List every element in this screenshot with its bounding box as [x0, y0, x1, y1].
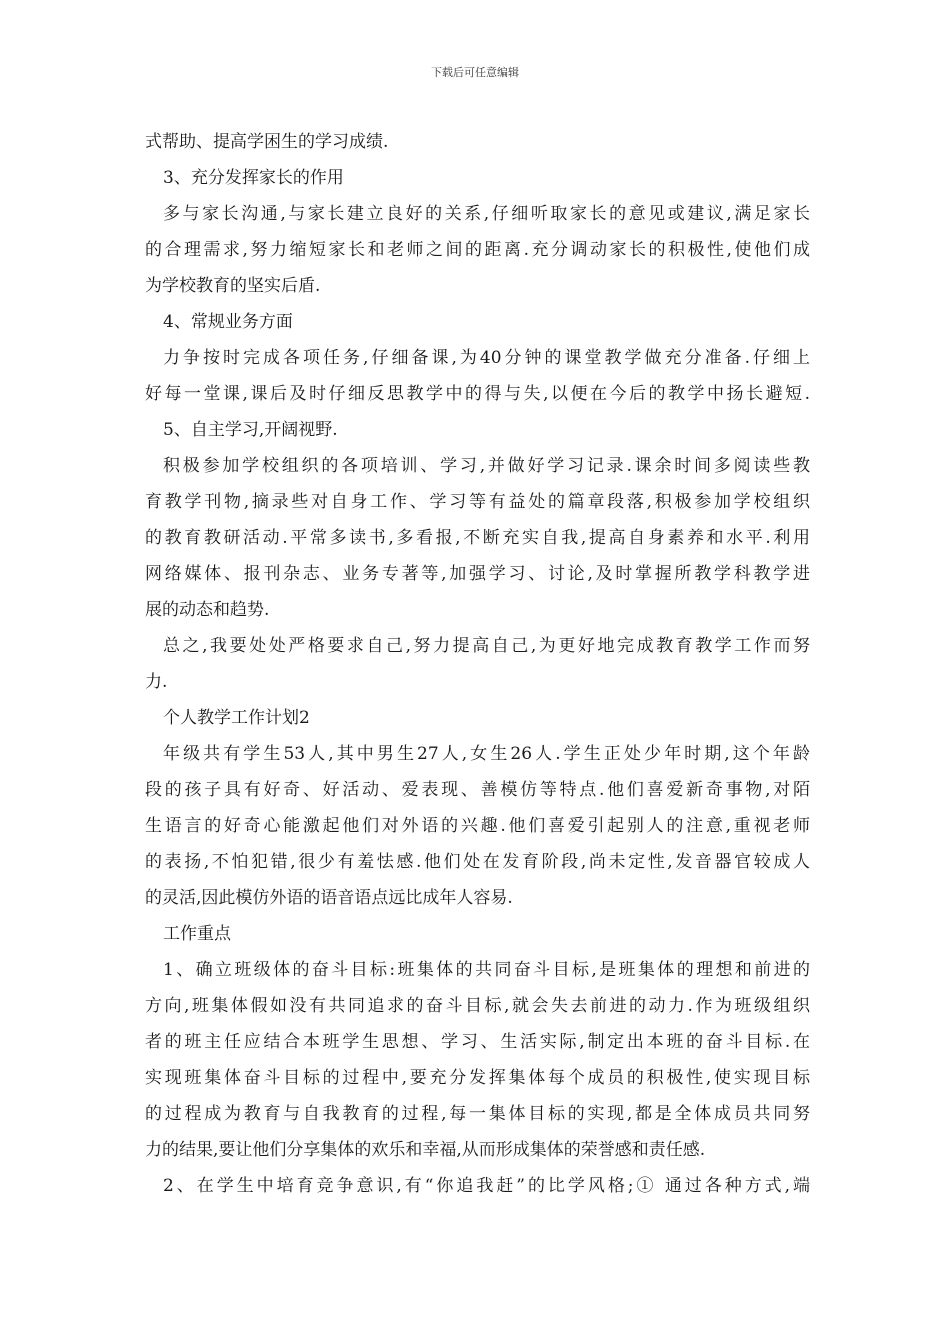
text-line: 网络媒体、报刊杂志、业务专著等,加强学习、讨论,及时掌握所教学科教学进 — [145, 564, 810, 584]
text-line: 多与家长沟通,与家长建立良好的关系,仔细听取家长的意见或建议,满足家长 — [163, 204, 810, 224]
text-line: 段的孩子具有好奇、好活动、爱表现、善模仿等特点.他们喜爱新奇事物,对陌 — [145, 780, 810, 800]
text-line: 积极参加学校组织的各项培训、学习,并做好学习记录.课余时间多阅读些教 — [163, 456, 810, 476]
text-line: 总之,我要处处严格要求自己,努力提高自己,为更好地完成教育教学工作而努 — [163, 636, 810, 656]
text-line: 展的动态和趋势. — [145, 600, 270, 620]
text-line: 生语言的好奇心能激起他们对外语的兴趣.他们喜爱引起别人的注意,重视老师 — [145, 816, 810, 836]
text-line: 的表扬,不怕犯错,很少有羞怯感.他们处在发育阶段,尚未定性,发音器官较成人 — [145, 852, 810, 872]
text-line: 5、自主学习,开阔视野. — [163, 420, 338, 440]
text-line: 者的班主任应结合本班学生思想、学习、生活实际,制定出本班的奋斗目标.在 — [145, 1032, 810, 1052]
text-line: 为学校教育的坚实后盾. — [145, 276, 321, 296]
text-line: 工作重点 — [163, 924, 231, 944]
text-line: 力的结果,要让他们分享集体的欢乐和幸福,从而形成集体的荣誉感和责任感. — [145, 1140, 706, 1160]
document-body — [145, 124, 810, 1204]
text-line: 力争按时完成各项任务,仔细备课,为40分钟的课堂教学做充分准备.仔细上 — [163, 348, 810, 368]
text-line: 个人教学工作计划2 — [163, 708, 310, 728]
text-line: 育教学刊物,摘录些对自身工作、学习等有益处的篇章段落,积极参加学校组织 — [145, 492, 810, 512]
text-line: 好每一堂课,课后及时仔细反思教学中的得与失,以便在今后的教学中扬长避短. — [145, 384, 810, 404]
text-line: 的教育教研活动.平常多读书,多看报,不断充实自我,提高自身素养和水平.利用 — [145, 528, 810, 548]
text-line: 的合理需求,努力缩短家长和老师之间的距离.充分调动家长的积极性,使他们成 — [145, 240, 810, 260]
text-line: 实现班集体奋斗目标的过程中,要充分发挥集体每个成员的积极性,使实现目标 — [145, 1068, 810, 1088]
text-line: 的过程成为教育与自我教育的过程,每一集体目标的实现,都是全体成员共同努 — [145, 1104, 810, 1124]
text-line: 的灵活,因此模仿外语的语音语点远比成年人容易. — [145, 888, 513, 908]
text-line: 力. — [145, 672, 168, 692]
text-line: 年级共有学生53人,其中男生27人,女生26人.学生正处少年时期,这个年龄 — [163, 744, 810, 764]
text-line: 式帮助、提高学困生的学习成绩. — [145, 132, 389, 152]
text-line: 1、确立班级体的奋斗目标:班集体的共同奋斗目标,是班集体的理想和前进的 — [163, 960, 810, 980]
page-header: 下载后可任意编辑 — [431, 66, 519, 79]
text-line: 方向,班集体假如没有共同追求的奋斗目标,就会失去前进的动力.作为班级组织 — [145, 996, 810, 1016]
text-line: 4、常规业务方面 — [163, 312, 293, 332]
text-line: 3、充分发挥家长的作用 — [163, 168, 344, 188]
text-line: 2、在学生中培育竞争意识,有“你追我赶”的比学风格;① 通过各种方式,端 — [163, 1176, 810, 1196]
